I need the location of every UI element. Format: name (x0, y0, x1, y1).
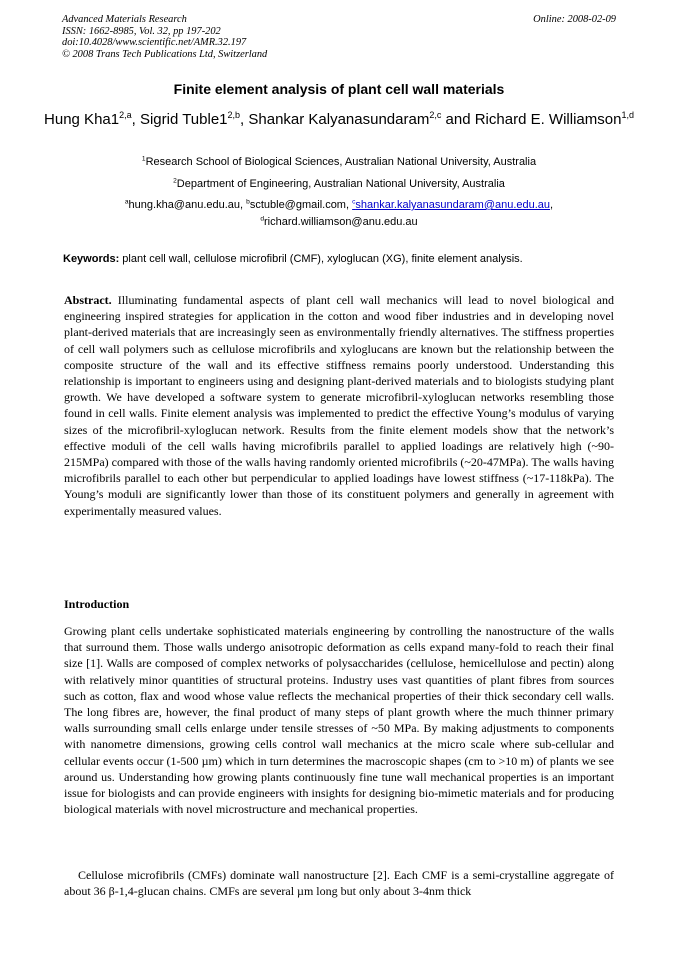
author-mark: 1 (110, 111, 120, 128)
keywords-text: plant cell wall, cellulose microfibril (CMF), xyloglucan (XG), finite element analysis. (119, 253, 523, 265)
online-date: Online: 2008-02-09 (533, 14, 616, 25)
journal-header (62, 14, 616, 60)
author-name: Shankar Kalyanasundaram (248, 111, 430, 128)
paragraph: Cellulose microfibrils (CMFs) dominate wall nanostructure [2]. Each CMF is a semi-crystalline aggregate of about 36 β-1,4-glucan chains. CMFs are several µm long but only about 3-4nm thick (64, 868, 614, 899)
paper-title: Finite element analysis of plant cell wall materials (173, 81, 505, 97)
affiliation-2: $^2$Department of Engineering, Australian National University, Australia (173, 177, 505, 190)
author-affiliation-mark: 2,a (119, 110, 132, 120)
author-list: Hung Kha1$^{2,a}$, Sigrid Tuble1$^{2,b}$, Shankar Kalyanasundaram$^{2,c}$ and Richard E. Williamson$^{1,d}$ (44, 110, 634, 128)
email-link[interactable]: $^c$shankar.kalyanasundaram@anu.edu.au (352, 198, 551, 211)
issn: ISSN: 1662-8985, Vol. 32, pp 197-202 (62, 25, 221, 37)
author-affiliation-mark: 2,c (429, 110, 442, 120)
author-emails: $^a$hung.kha@anu.edu.au, $^b$sctuble@gmail.com, $^c$shankar.kalyanasundaram@anu.edu.au, $^d$richard.williamson@anu.edu.au (124, 198, 554, 228)
email: hung.kha@anu.edu.au (128, 199, 241, 211)
paragraph: Growing plant cells undertake sophisticated materials engineering by controlling the nanostructure of the walls that surround them. Those walls undergo anisotropic deformation as cells expand many-fold to reach their final size [1]. Walls are composed of complex networks of polysaccharides (cellulose, hemicellulose and pectin) along with relatively minor quantities of structural proteins. Industry uses vast quantities of plant fibres from sources such as cotton, flax and wood whose value reflects the mechanical properties of their thick secondary cell walls. The long fibres are, however, the final product of many steps of plant growth where the much thinner primary walls surrounding small cells enlarge under tensile stresses of ~50 MPa. By making adjustments to components with nanometre dimensions, growing cells control wall mechanics at the micro scale where sub-cellular and cellular events occur (1-500 µm) which in turn determines the macroscopic shapes (cm to >10 m) of plants we see around us. Understanding how growing plants continuously fine tune wall mechanical properties is an important issue for biologists and can provide engineers with insights for designing bio-mimetic materials and for producing biological materials with novel microstructure and mechanical properties. (64, 624, 614, 817)
author-name: Richard E. Williamson (474, 111, 622, 128)
author-name: Sigrid Tuble (139, 111, 220, 128)
author-affiliation-mark: 1,d (621, 110, 634, 120)
copyright: © 2008 Trans Tech Publications Ltd, Switzerland (62, 48, 268, 60)
email: richard.williamson@anu.edu.au (264, 216, 418, 228)
abstract-text: Illuminating fundamental aspects of plant cell wall mechanics will lead to novel biological and engineering inspired strategies for application in the cotton and wood fiber industries and in developing novel plant-derived materials that are increasingly seen as environmentally friendly alternatives. The stiffness properties of cell wall polymers such as cellulose microfibrils and xyloglucans are known but the relationship between the composite structure of the wall and its effective stiffness remains poorly understood. Understanding this relationship is important to engineers using and designing plant-derived materials and to biologists studying plant growth. We have developed a software system to generate microfibril-xyloglucan networks resembling those found in cell walls. Finite element analysis was implemented to predict the effective Young’s modulus of varying sizes of the microfibril-xyloglucan network. Results from the finite element models show that the network’s effective moduli of the cell walls having microfibrils parallel to applied loadings are relatively high (~90-215MPa) compared with those of the walls having randomly oriented microfibrils (~20-47MPa). The walls having microfibrils parallel to each other but perpendicular to applied loadings have lowest stiffness (~17-118kPa). The Young’s moduli are significantly lower than those of its constituent polymers and generally in agreement with experimentally measured values. (64, 293, 614, 518)
author-name: Hung Kha (44, 111, 111, 128)
author-mark: 1 (219, 111, 228, 128)
author-affiliation-mark: 2,b (227, 110, 241, 120)
abstract (64, 292, 614, 519)
abstract-label: Abstract. (64, 293, 112, 307)
doi: doi:10.4028/www.scientific.net/AMR.32.197 (62, 37, 247, 49)
keywords (63, 253, 623, 265)
journal-name: Advanced Materials Research (62, 14, 187, 25)
email: sctuble@gmail.com (249, 199, 346, 211)
section-heading: Introduction (64, 597, 130, 611)
keywords-label: Keywords: (63, 253, 120, 265)
affiliation-1: $^1$Research School of Biological Sciences, Australian National University, Australia (141, 155, 537, 168)
